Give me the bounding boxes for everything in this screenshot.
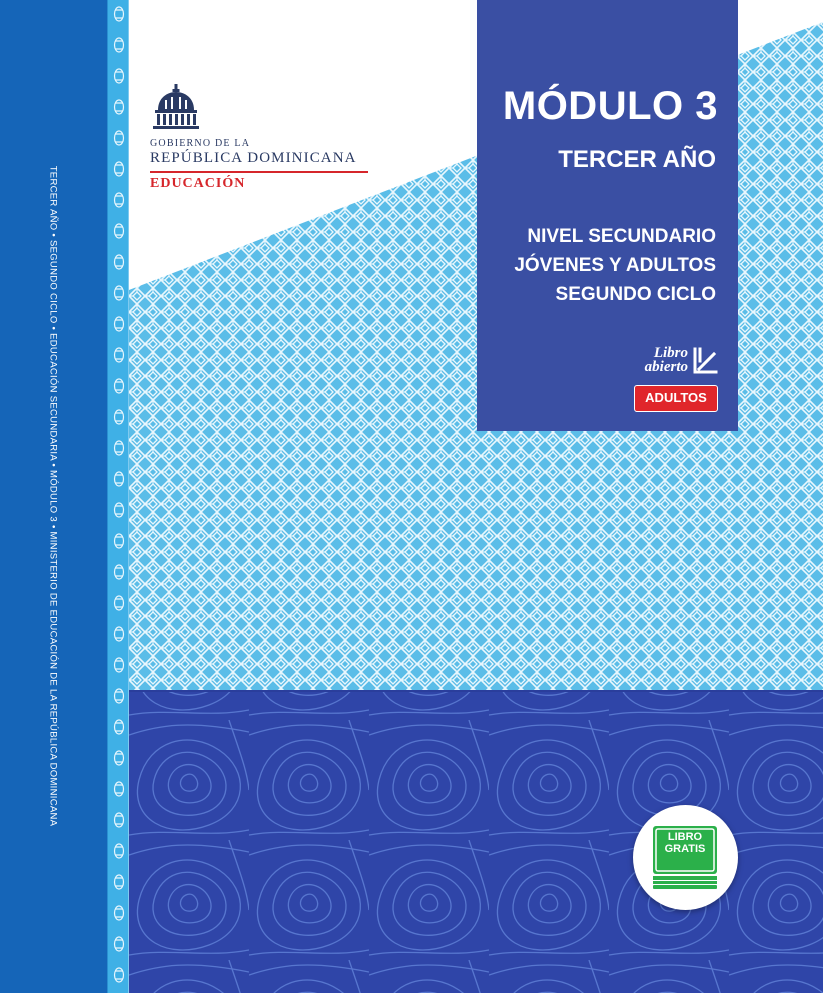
libro-abierto-logo: [628, 346, 718, 380]
free-line-1: LIBRO: [667, 831, 703, 843]
free-line-2: GRATIS: [664, 843, 706, 855]
gov-line-1: GOBIERNO DE LA: [150, 138, 251, 149]
gov-divider: [150, 171, 368, 173]
libro-abierto-words: [645, 346, 688, 374]
abierto-word: abierto: [644, 359, 688, 375]
dome-building-icon: [150, 84, 202, 132]
level-line-1: NIVEL SECUNDARIO: [527, 226, 716, 247]
free-badge-text: [652, 831, 718, 855]
level-line-2: JÓVENES Y ADULTOS: [514, 255, 716, 276]
book-spine: [0, 0, 107, 993]
gov-line-2: REPÚBLICA DOMINICANA: [150, 150, 357, 166]
ministry-label: EDUCACIÓN: [150, 175, 246, 191]
binding-rings-icon: [108, 0, 130, 993]
spine-text: TERCER AÑO • SEGUNDO CICLO • EDUCACIÓN SECUNDARIA • MÓDULO 3 • MINISTERIO DE EDUCACIÓN DE LA REPÚBLICA DOMINICANA: [47, 165, 59, 827]
ring-binding-strip: [107, 0, 129, 993]
title-box: [477, 0, 738, 431]
government-logo: [150, 84, 390, 192]
year-subtitle: TERCER AÑO: [558, 146, 716, 173]
level-line-3: SEGUNDO CICLO: [555, 284, 716, 305]
level-lines: [514, 222, 716, 309]
libro-word: Libro: [653, 345, 688, 361]
free-book-badge: [633, 805, 738, 910]
module-title: MÓDULO 3: [502, 84, 718, 128]
adultos-badge: ADULTOS: [634, 385, 718, 412]
libro-abierto-mark-icon: [692, 347, 718, 375]
